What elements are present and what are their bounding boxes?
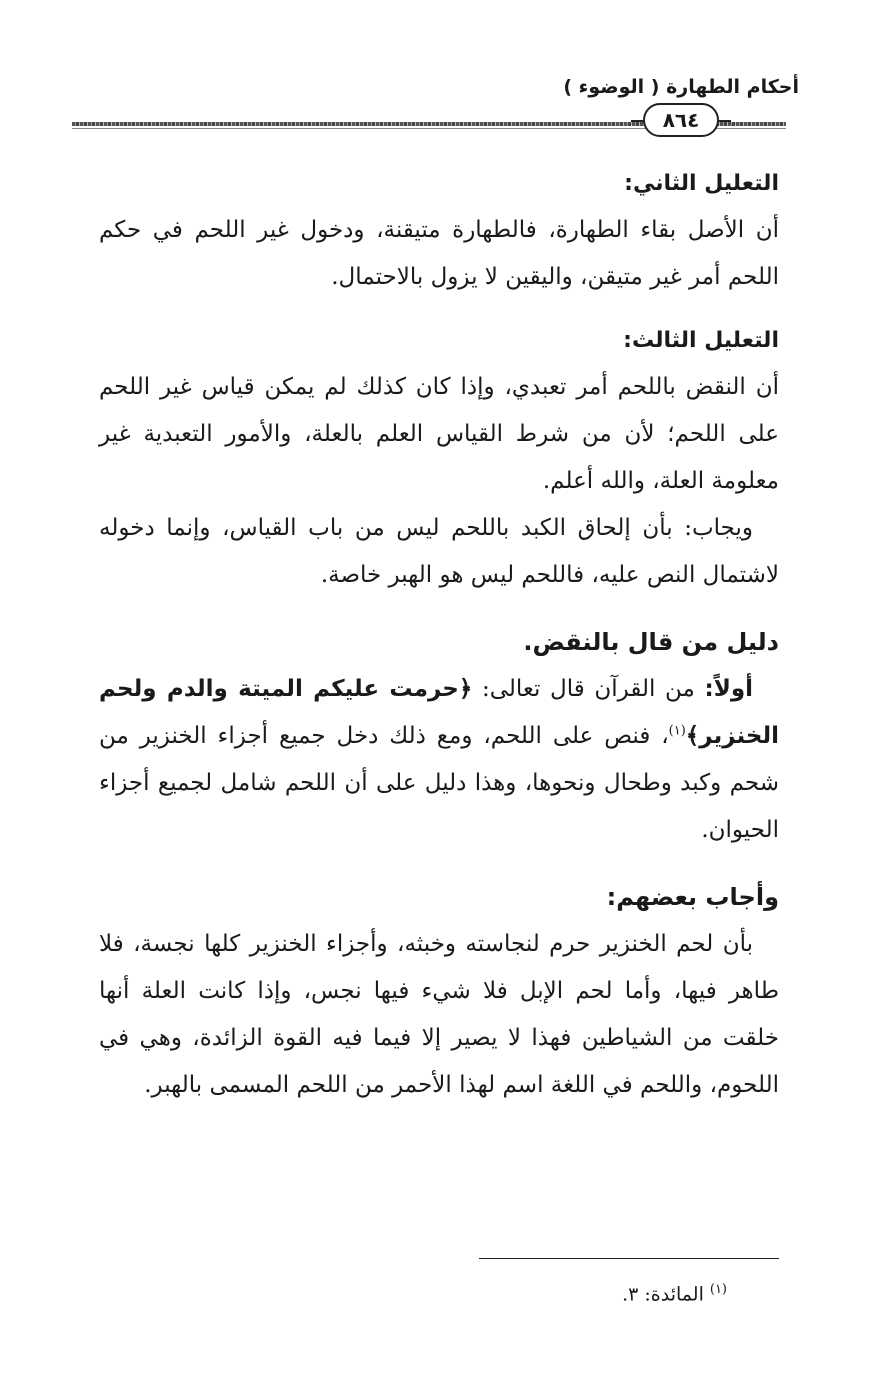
heading-evidence: دليل من قال بالنقض. (523, 628, 779, 656)
footnote-text: المائدة: ٣. (622, 1283, 704, 1306)
heading-some-replied: وأجاب بعضهم: (606, 883, 779, 911)
heading-third-reason: التعليل الثالث: (623, 328, 779, 353)
spacer (99, 301, 779, 317)
spacer (99, 599, 779, 619)
footnote-ref[interactable]: (١) (668, 723, 686, 739)
footnote-rule (479, 1258, 779, 1259)
paragraph-second-reason: أن الأصل بقاء الطهارة، فالطهارة متيقنة، ودخول غير اللحم في حكم اللحم أمر غير متيقن، واليقين لا يزول بالاحتمال. (99, 217, 779, 290)
main-text (99, 160, 779, 1109)
quran-verse: ﴿حرمت عليكم الميتة والدم ولحم الخنزير﴾ (99, 676, 779, 749)
paragraph-reply: ويجاب: بأن إلحاق الكبد باللحم ليس من باب القياس، وإنما دخوله لاشتمال النص عليه، فاللحم ليس هو الهبر خاصة. (99, 515, 779, 588)
evidence-intro: من القرآن قال تعالى: (481, 676, 695, 702)
evidence-label: أولاً: (704, 676, 754, 702)
paragraph-first-evidence (99, 666, 779, 854)
footnote-number: (١) (709, 1282, 727, 1297)
spacer (99, 854, 779, 874)
paragraph-reply-pork: بأن لحم الخنزير حرم لنجاسته وخبثه، وأجزاء الخنزير كلها نجسة، فلا طاهر فيها، وأما لحم الإبل فلا شيء فيها نجس، وإذا كانت العلة أنها خلقت من الشياطين فهذا لا يصير إلا فيما فيه القوة الزائدة، وهي في اللحوم، واللحم في اللغة اسم لهذا الأحمر من اللحم المسمى بالهبر. (99, 931, 779, 1098)
footnote (622, 1282, 727, 1305)
heading-second-reason: التعليل الثاني: (624, 171, 779, 196)
running-title: أحكام الطهارة ( الوضوء ) (563, 76, 799, 98)
evidence-rest: ، فنص على اللحم، ومع ذلك دخل جميع أجزاء الخنزير من شحم وكبد وطحال ونحوها، وهذا دليل على أن اللحم شامل لجميع أجزاء الحيوان. (99, 723, 779, 843)
paragraph-third-reason: أن النقض باللحم أمر تعبدي، وإذا كان كذلك لم يمكن قياس غير اللحم على اللحم؛ لأن من شرط القياس العلم بالعلة، والأمور التعبدية غير معلومة العلة، والله أعلم. (99, 374, 779, 494)
page-number: ٨٦٤ (643, 103, 719, 137)
